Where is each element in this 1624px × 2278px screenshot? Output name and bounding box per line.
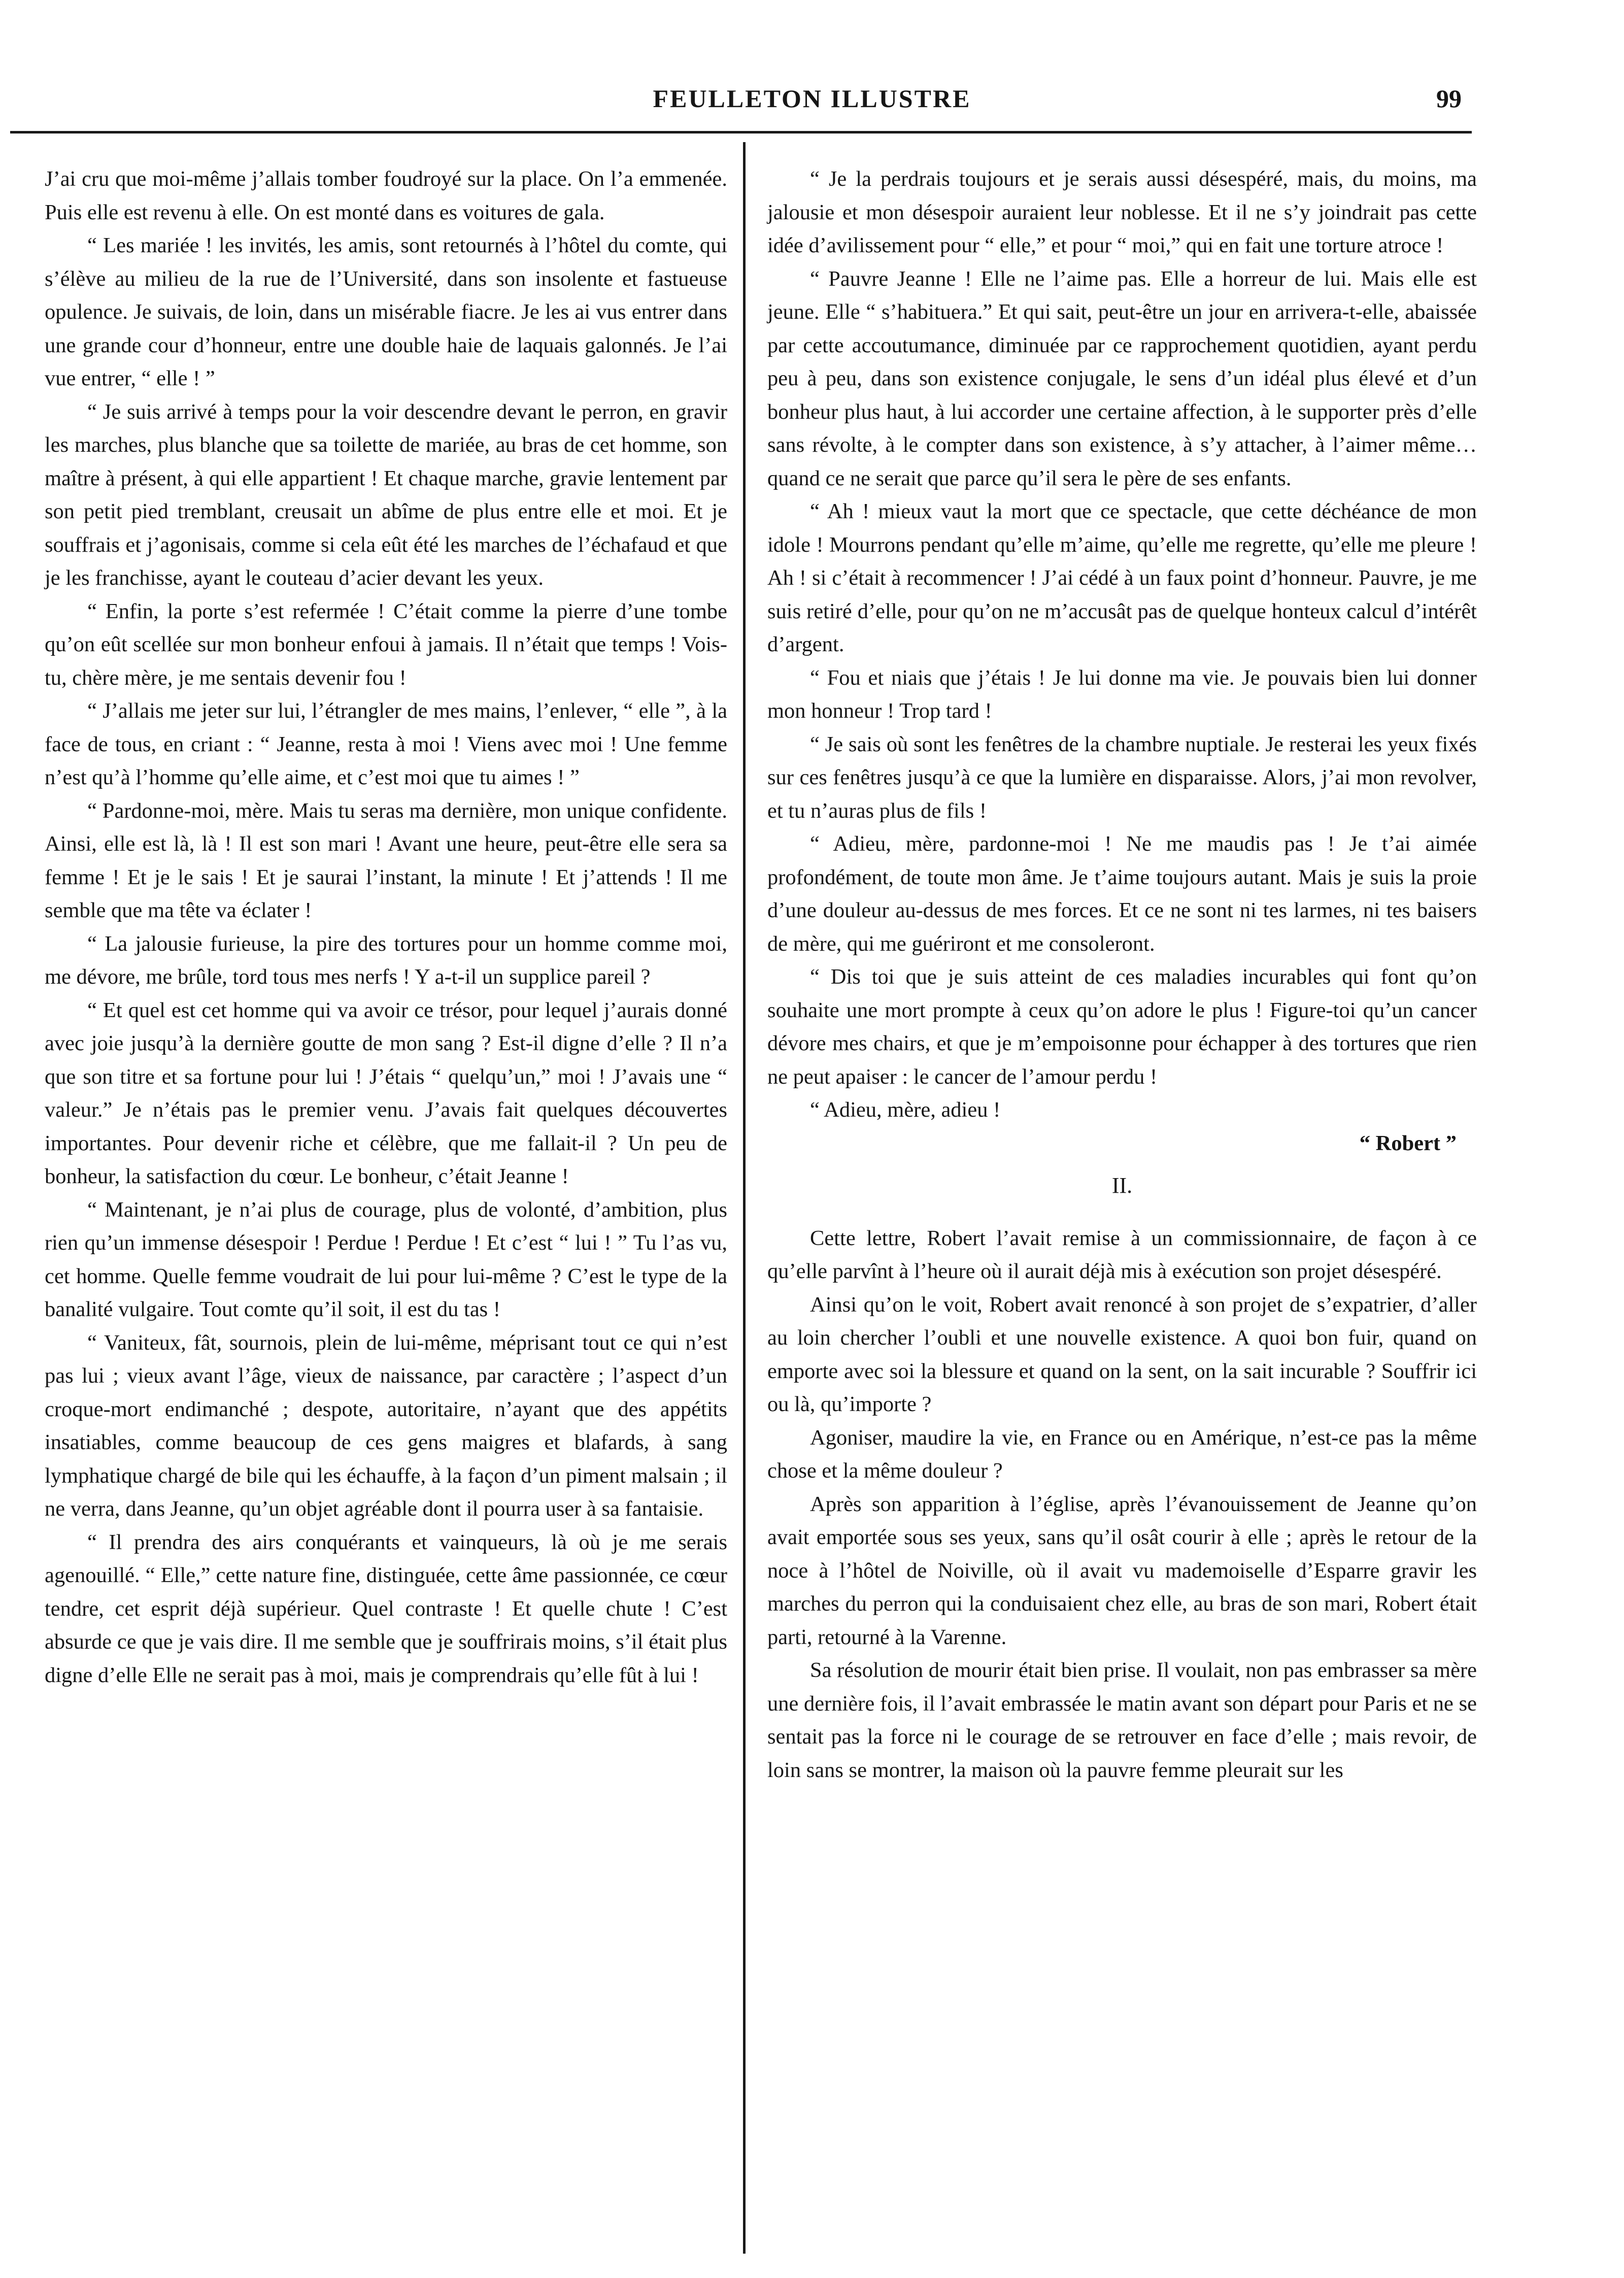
paragraph: “ Les mariée ! les invités, les amis, sont retournés à l’hôtel du comte, qui s’élève au milieu de la rue de l’Université, dans son insolente et fastueuse opulence. Je suivais, de loin, dans un misérable fiacre. Je les ai vus entrer dans une grande cour d’honneur, entre une double haie de laquais galonnés. Je l’ai vue entrer, “ elle ! ” [45,233,727,390]
paragraph: Ainsi qu’on le voit, Robert avait renoncé à son projet de s’expatrier, d’aller au loin chercher l’oubli et une nouvelle existence. A quoi bon fuir, quand on emporte avec soi la blessure et quand on la sent, on la sait incurable ? Souffrir ici ou là, qu’importe ? [767,1292,1477,1416]
header-rule [10,131,1472,133]
letter-signature: “ Robert ” [1359,1131,1457,1155]
paragraph: Après son apparition à l’église, après l’évanouissement de Jeanne qu’on avait emportée sous ses yeux, sans qu’il osât courir à elle ; après le retour de la noce à l’hôtel de Noiville, où il avait vu mademoiselle d’Esparre gravir les marches du perron qui la conduisaient chez elle, au bras de son mari, Robert était parti, retourné à la Varenne. [767,1492,1477,1649]
paragraph: “ Pardonne-moi, mère. Mais tu seras ma dernière, mon unique confidente. Ainsi, elle est là, là ! Il est son mari ! Avant une heure, peut-être elle sera sa femme ! Et je le sais ! Et je saurai l’instant, la minute ! Et j’attends ! Il me semble que ma tête va éclater ! [45,798,727,922]
paragraph: Cette lettre, Robert l’avait remise à un commissionnaire, de façon à ce qu’elle parvînt à l’heure où il aurait déjà mis à exécution son projet désespéré. [767,1226,1477,1283]
paragraph: Agoniser, maudire la vie, en France ou en Amérique, n’est-ce pas la même chose et la même douleur ? [767,1425,1477,1483]
page-number: 99 [1436,84,1462,113]
paragraph: “ Dis toi que je suis atteint de ces maladies incurables qui font qu’on souhaite une mort prompte à ceux qu’on adore le plus ! Figure-toi qu’un cancer dévore mes chairs, et que je m’empoisonne pour échapper à des tortures que rien ne peut apaiser : le cancer de l’amour perdu ! [767,965,1477,1089]
section-heading: II. [1111,1173,1133,1198]
paragraph: “ Il prendra des airs conquérants et vainqueurs, là où je me serais agenouillé. “ Elle,” cette nature fine, distinguée, cette âme passionnée, ce cœur tendre, cet esprit déjà supérieur. Quel contraste ! Et quelle chute ! C’est absurde ce que je vais dire. Il me semble que je souffrirais moins, s’il était plus digne d’elle Elle ne serait pas à moi, mais je comprendrais qu’elle fût à lui ! [45,1530,727,1687]
paragraph: “ Je la perdrais toujours et je serais aussi désespéré, mais, du moins, ma jalousie et mon désespoir auraient leur noblesse. Et il ne s’y joindrait pas cette idée d’avilissement pour “ elle,” et pour “ moi,” qui en fait une torture atroce ! [767,167,1477,257]
paragraph: “ La jalousie furieuse, la pire des tortures pour un homme comme moi, me dévore, me brûle, tord tous mes nerfs ! Y a-t-il un supplice pareil ? [45,931,727,989]
paragraph: “ Vaniteux, fât, sournois, plein de lui-même, méprisant tout ce qui n’est pas lui ; vieux avant l’âge, vieux de naissance, par caractère ; l’aspect d’un croque-mort endimanché ; despote, autoritaire, n’ayant que des appétits insatiables, comme beaucoup de ces gens maigres et blafards, à sang lymphatique chargé de bile qui les échauffe, à la façon d’un piment malsain ; il ne verra, dans Jeanne, qu’un objet agréable dont il pourra user à sa fantaisie. [45,1330,727,1521]
paragraph: “ Et quel est cet homme qui va avoir ce trésor, pour lequel j’aurais donné avec joie jusqu’à la dernière goutte de mon sang ? Est-il digne d’elle ? Il n’a que son titre et sa fortune pour lui ! J’étais “ quelqu’un,” moi ! J’avais une “ valeur.” Je n’étais pas le premier venu. J’avais fait quelques découvertes importantes. Pour devenir riche et célèbre, que me fallait-il ? Un peu de bonheur, la satisfaction du cœur. Le bonheur, c’était Jeanne ! [45,998,727,1188]
paragraph: “ Maintenant, je n’ai plus de courage, plus de volonté, d’ambition, plus rien qu’un immense désespoir ! Perdue ! Perdue ! Et c’est “ lui ! ” Tu l’as vu, cet homme. Quelle femme voudrait de lui pour lui-même ? C’est le type de la banalité vulgaire. Tout comte qu’il soit, il est du tas ! [45,1197,727,1321]
column-divider [743,142,746,2254]
paragraph: “ Adieu, mère, adieu ! [810,1098,1001,1122]
paragraph: “ Ah ! mieux vaut la mort que ce spectacle, que cette déchéance de mon idole ! Mourrons pendant qu’elle m’aime, qu’elle me regrette, qu’elle me pleure ! Ah ! si c’était à recommencer ! J’ai cédé à un faux point d’honneur. Pauvre, je me suis retiré d’elle, pour qu’on ne m’accusât pas de quelque honteux calcul d’intérêt d’argent. [767,499,1477,656]
right-column [767,162,1477,1787]
paragraph: Sa résolution de mourir était bien prise. Il voulait, non pas embrasser sa mère une dernière fois, il l’avait embrassée le matin avant son départ pour Paris et ne se sentait pas la force ni le courage de se retrouver en face d’elle ; mais revoir, de loin sans se montrer, la maison où la pauvre femme pleurait sur les [767,1658,1477,1782]
paragraph: J’ai cru que moi-même j’allais tomber foudroyé sur la place. On l’a emmenée. Puis elle est revenu à elle. On est monté dans es voitures de gala. [45,167,727,224]
paragraph: “ Enfin, la porte s’est refermée ! C’était comme la pierre d’une tombe qu’on eût scellée sur mon bonheur enfoui à jamais. Il n’était que temps ! Vois-tu, chère mère, je me sentais devenir fou ! [45,599,727,690]
left-column [45,162,727,1692]
paragraph: “ J’allais me jeter sur lui, l’étrangler de mes mains, l’enlever, “ elle ”, à la face de tous, en criant : “ Jeanne, resta à moi ! Viens avec moi ! Une femme n’est qu’à l’homme qu’elle aime, et c’est moi que tu aimes ! ” [45,699,727,789]
paragraph: “ Fou et niais que j’étais ! Je lui donne ma vie. Je pouvais bien lui donner mon honneur ! Trop tard ! [767,665,1477,723]
running-header-title: FEULLETON ILLUSTRE [653,84,971,113]
paragraph: “ Adieu, mère, pardonne-moi ! Ne me maudis pas ! Je t’ai aimée profondément, de toute mon âme. Je t’aime toujours autant. Mais je suis la proie d’une douleur au-dessus de mes forces. Et ce ne sont ni tes larmes, ni tes baisers de mère, qui me guériront et me consoleront. [767,832,1477,956]
paragraph: “ Je sais où sont les fenêtres de la chambre nuptiale. Je resterai les yeux fixés sur ces fenêtres jusqu’à ce que la lumière en disparaisse. Alors, j’ai mon revolver, et tu n’auras plus de fils ! [767,732,1477,823]
paragraph: “ Je suis arrivé à temps pour la voir descendre devant le perron, en gravir les marches, plus blanche que sa toilette de mariée, au bras de cet homme, son maître à présent, à qui elle appartient ! Et chaque marche, gravie lentement par son petit pied tremblant, creusait un abîme de plus entre elle et moi. Et je souffrais et j’agonisais, comme si cela eût été les marches de l’échafaud et que je les franchisse, ayant le couteau d’acier devant les yeux. [45,399,727,590]
paragraph: “ Pauvre Jeanne ! Elle ne l’aime pas. Elle a horreur de lui. Mais elle est jeune. Elle “ s’habituera.” Et qui sait, peut-être un jour en arrivera-t-elle, abaissée par cette accoutumance, diminuée par ce rapprochement quotidien, ayant perdu peu à peu, dans son existence conjugale, le sens d’un idéal plus élevé et d’un bonheur plus haut, à lui accorder une certaine affection, à le supporter près d’elle sans révolte, à le compter dans son existence, à s’y attacher, à l’aimer même… quand ce ne serait que parce qu’il sera le père de ses enfants. [767,266,1477,490]
